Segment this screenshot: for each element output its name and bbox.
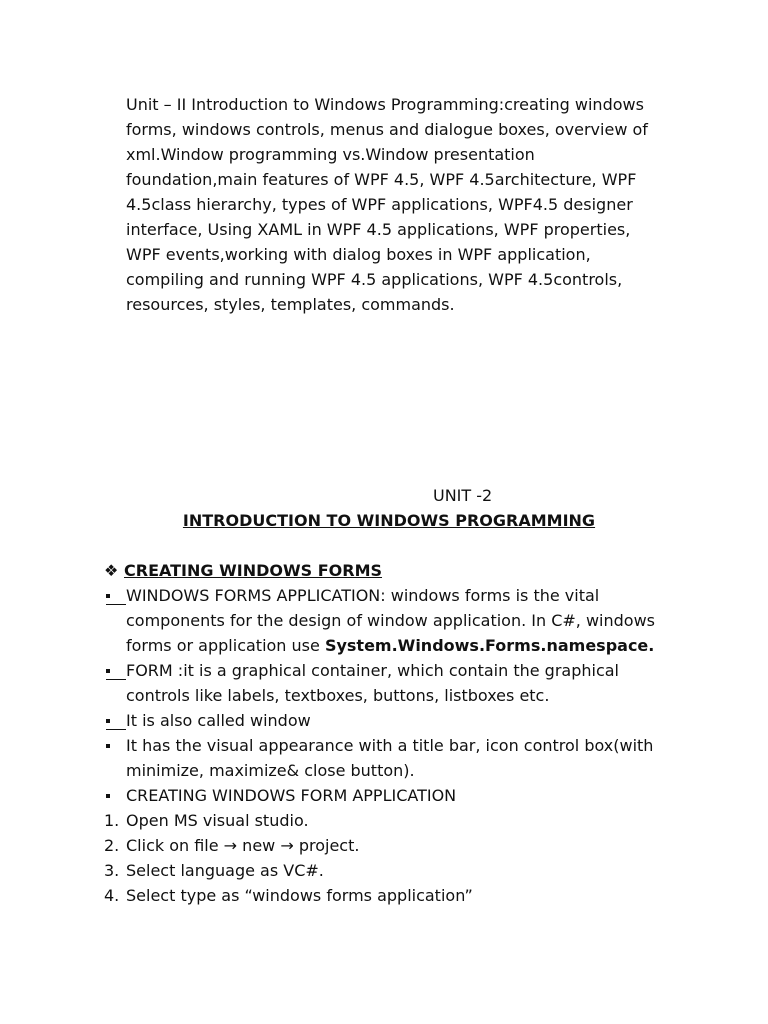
- syllabus-paragraph: Unit – II Introduction to Windows Programming:creating windows forms, windows controls, menus and dialogue boxes, overview of xml.Window programming vs.Window presentation foundation,main features of WPF 4.5, WPF 4.5architecture, WPF 4.5class hierarchy, types of WPF applications, WPF4.5 designer interface, Using XAML in WPF 4.5 applications, WPF properties, WPF events,working with dialog boxes in WPF application, compiling and running WPF 4.5 applications, WPF 4.5controls, resources, styles, templates, commands.: [126, 95, 648, 314]
- step-item: [104, 883, 664, 908]
- list-item: [104, 708, 664, 733]
- list-item: [104, 658, 664, 708]
- content-list: [104, 583, 664, 908]
- list-item: [104, 733, 664, 783]
- step-text: Open MS visual studio.: [126, 811, 309, 830]
- list-item: [104, 583, 664, 658]
- list-item-text: CREATING WINDOWS FORM APPLICATION: [126, 786, 457, 805]
- unit-label: UNIT -2: [433, 486, 493, 505]
- list-item-text: FORM :it is a graphical container, which contain the graphical controls like labels, textboxes, buttons, listboxes etc.: [126, 661, 619, 705]
- step-item: [104, 808, 664, 833]
- step-item: [104, 833, 664, 858]
- list-item: [104, 783, 664, 808]
- list-item-text: It is also called window: [126, 711, 311, 730]
- step-number: 4.: [104, 886, 120, 905]
- diamond-bullet-icon: ❖: [104, 561, 119, 580]
- section-heading: [104, 558, 382, 583]
- step-text: Click on file → new → project.: [126, 836, 360, 855]
- step-number: 1.: [104, 811, 120, 830]
- main-heading: INTRODUCTION TO WINDOWS PROGRAMMING: [182, 511, 596, 530]
- step-number: 3.: [104, 861, 120, 880]
- step-number: 2.: [104, 836, 120, 855]
- step-text: Select type as “windows forms application”: [126, 886, 473, 905]
- step-text: Select language as VC#.: [126, 861, 324, 880]
- list-item-text: It has the visual appearance with a title bar, icon control box(with minimize, maximize& close button).: [126, 736, 654, 780]
- step-item: [104, 858, 664, 883]
- section-title: CREATING WINDOWS FORMS: [124, 561, 383, 580]
- namespace-text: System.Windows.Forms.namespace.: [324, 636, 655, 655]
- list-item-text: WINDOWS FORMS APPLICATION: windows forms is the vital components for the design of window application. In C#, windows forms or application use: [126, 586, 655, 655]
